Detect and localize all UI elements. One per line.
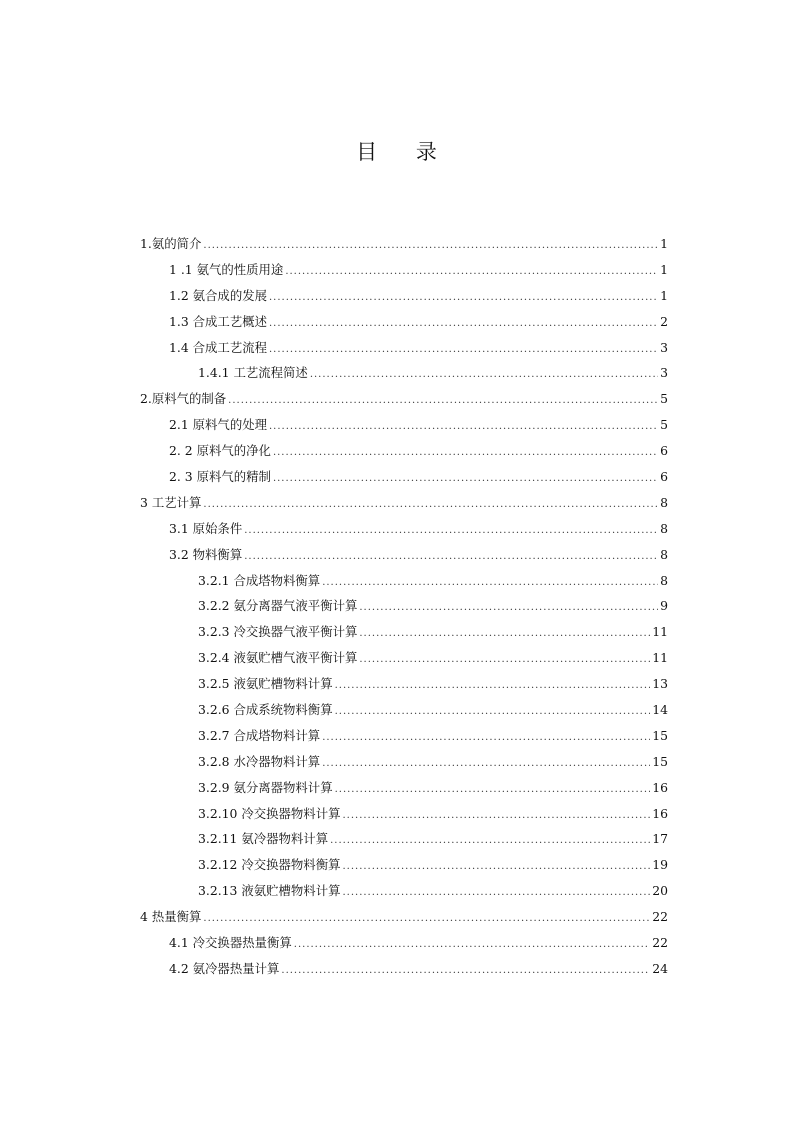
toc-entry-page: 9 bbox=[660, 598, 668, 614]
toc-entry[interactable] bbox=[140, 389, 668, 415]
toc-entry-label: 1 .1 氨气的性质用途 bbox=[169, 261, 284, 277]
toc-entry-page: 11 bbox=[652, 650, 668, 666]
toc-entry-label: 3.2.7 合成塔物料计算 bbox=[198, 727, 321, 743]
toc-leader-dots bbox=[335, 784, 651, 795]
toc-entry-page: 8 bbox=[660, 494, 668, 510]
toc-leader-dots bbox=[269, 318, 658, 329]
toc-entry[interactable] bbox=[140, 674, 668, 700]
toc-entry[interactable] bbox=[140, 907, 668, 933]
toc-entry-page: 5 bbox=[660, 391, 668, 407]
toc-entry-label: 1.氨的简介 bbox=[140, 236, 202, 251]
toc-entry-label: 3.2.3 冷交换器气液平衡计算 bbox=[198, 624, 358, 640]
toc-entry-label: 1.2 氨合成的发展 bbox=[169, 287, 267, 303]
toc-entry-label: 1.4 合成工艺流程 bbox=[169, 339, 267, 355]
toc-entry-page: 13 bbox=[652, 676, 668, 692]
toc-entry-page: 8 bbox=[660, 520, 668, 536]
toc-leader-dots bbox=[228, 395, 658, 406]
toc-leader-dots bbox=[322, 758, 650, 769]
toc-leader-dots bbox=[359, 654, 650, 665]
toc-leader-dots bbox=[203, 240, 658, 251]
toc-leader-dots bbox=[335, 680, 651, 691]
toc-entry[interactable] bbox=[140, 648, 668, 674]
toc-entry-label: 2. 2 原料气的净化 bbox=[169, 443, 271, 459]
toc-entry-label: 3.2.8 水冷器物料计算 bbox=[198, 753, 321, 769]
toc-entry-label: 3 工艺计算 bbox=[140, 494, 202, 510]
toc-entry-label: 4.1 冷交换器热量衡算 bbox=[169, 935, 292, 951]
toc-entry[interactable] bbox=[140, 571, 668, 597]
toc-leader-dots bbox=[244, 551, 658, 562]
toc-entry-page: 6 bbox=[660, 469, 668, 485]
toc-leader-dots bbox=[322, 732, 650, 743]
toc-leader-dots bbox=[342, 861, 650, 872]
toc-entry-label: 1.4.1 工艺流程简述 bbox=[198, 365, 308, 381]
toc-leader-dots bbox=[342, 810, 650, 821]
toc-leader-dots bbox=[330, 835, 650, 846]
toc-entry-label: 3.2.12 冷交换器物料衡算 bbox=[198, 857, 341, 873]
toc-entry-page: 24 bbox=[652, 960, 668, 976]
toc-entry[interactable] bbox=[140, 778, 668, 804]
toc-leader-dots bbox=[335, 706, 651, 717]
toc-entry-label: 2.原料气的制备 bbox=[140, 391, 227, 407]
toc-entry-page: 2 bbox=[660, 313, 668, 329]
toc-entry[interactable] bbox=[140, 467, 668, 493]
toc-entry-page: 22 bbox=[652, 909, 668, 925]
toc-entry-label: 4.2 氨冷器热量计算 bbox=[169, 960, 280, 976]
toc-entry-page: 15 bbox=[652, 753, 668, 769]
toc-entry[interactable] bbox=[140, 622, 668, 648]
table-of-contents bbox=[140, 234, 668, 985]
toc-leader-dots bbox=[203, 499, 658, 510]
toc-entry-label: 3.2.5 液氨贮槽物料计算 bbox=[198, 676, 333, 692]
toc-leader-dots bbox=[359, 602, 658, 613]
toc-entry-page: 15 bbox=[652, 727, 668, 743]
toc-entry-label: 1.3 合成工艺概述 bbox=[169, 313, 267, 329]
toc-entry-label: 3.2.9 氨分离器物料计算 bbox=[198, 779, 333, 795]
toc-leader-dots bbox=[269, 344, 658, 355]
toc-entry-page: 16 bbox=[652, 805, 668, 821]
toc-leader-dots bbox=[285, 266, 658, 277]
toc-entry[interactable] bbox=[140, 286, 668, 312]
toc-entry[interactable] bbox=[140, 363, 668, 389]
toc-entry[interactable] bbox=[140, 260, 668, 286]
toc-entry-page: 5 bbox=[660, 417, 668, 433]
toc-entry-page: 3 bbox=[660, 339, 668, 355]
toc-entry-label: 3.2 物料衡算 bbox=[169, 546, 243, 562]
toc-entry-label: 3.1 原始条件 bbox=[169, 520, 243, 536]
toc-entry[interactable] bbox=[140, 312, 668, 338]
toc-entry[interactable] bbox=[140, 933, 668, 959]
toc-leader-dots bbox=[294, 939, 650, 950]
toc-entry-label: 3.2.6 合成系统物料衡算 bbox=[198, 702, 333, 718]
toc-leader-dots bbox=[269, 292, 658, 303]
toc-entry[interactable] bbox=[140, 415, 668, 441]
page-title: 目 录 bbox=[356, 140, 453, 164]
toc-entry[interactable] bbox=[140, 829, 668, 855]
toc-entry[interactable] bbox=[140, 234, 668, 260]
toc-entry-page: 8 bbox=[660, 572, 668, 588]
toc-entry[interactable] bbox=[140, 804, 668, 830]
toc-entry[interactable] bbox=[140, 726, 668, 752]
toc-entry-label: 2.1 原料气的处理 bbox=[169, 417, 267, 433]
toc-entry-label: 3.2.11 氨冷器物料计算 bbox=[198, 831, 329, 847]
toc-leader-dots bbox=[269, 421, 658, 432]
toc-entry[interactable] bbox=[140, 338, 668, 364]
toc-entry[interactable] bbox=[140, 545, 668, 571]
toc-entry[interactable] bbox=[140, 881, 668, 907]
toc-entry-label: 3.2.13 液氨贮槽物料计算 bbox=[198, 883, 341, 899]
toc-entry-page: 11 bbox=[652, 624, 668, 640]
toc-entry-label: 3.2.10 冷交换器物料计算 bbox=[198, 805, 341, 821]
toc-entry-page: 19 bbox=[652, 857, 668, 873]
toc-leader-dots bbox=[322, 577, 658, 588]
toc-entry[interactable] bbox=[140, 752, 668, 778]
toc-entry-label: 3.2.4 液氨贮槽气液平衡计算 bbox=[198, 650, 358, 666]
toc-entry-label: 4 热量衡算 bbox=[140, 909, 202, 925]
toc-entry-page: 17 bbox=[652, 831, 668, 847]
toc-entry-page: 1 bbox=[660, 261, 668, 277]
toc-leader-dots bbox=[281, 965, 650, 976]
toc-entry[interactable] bbox=[140, 519, 668, 545]
toc-entry-page: 8 bbox=[660, 546, 668, 562]
toc-leader-dots bbox=[244, 525, 658, 536]
toc-leader-dots bbox=[273, 473, 658, 484]
toc-entry-page: 14 bbox=[652, 702, 668, 718]
toc-entry[interactable] bbox=[140, 441, 668, 467]
toc-entry[interactable] bbox=[140, 959, 668, 985]
toc-leader-dots bbox=[203, 913, 650, 924]
toc-entry-page: 16 bbox=[652, 779, 668, 795]
toc-entry[interactable] bbox=[140, 596, 668, 622]
toc-entry-page: 1 bbox=[660, 287, 668, 303]
toc-leader-dots bbox=[310, 369, 658, 380]
toc-entry-label: 3.2.2 氨分离器气液平衡计算 bbox=[198, 598, 358, 614]
toc-entry[interactable] bbox=[140, 493, 668, 519]
toc-entry[interactable] bbox=[140, 855, 668, 881]
toc-entry-page: 22 bbox=[652, 935, 668, 951]
toc-leader-dots bbox=[273, 447, 658, 458]
toc-entry-page: 20 bbox=[652, 883, 668, 899]
toc-entry-page: 1 bbox=[660, 236, 668, 251]
toc-entry[interactable] bbox=[140, 700, 668, 726]
toc-leader-dots bbox=[342, 887, 650, 898]
toc-leader-dots bbox=[359, 628, 650, 639]
toc-entry-page: 3 bbox=[660, 365, 668, 381]
toc-entry-page: 6 bbox=[660, 443, 668, 459]
toc-entry-label: 2. 3 原料气的精制 bbox=[169, 469, 271, 485]
toc-entry-label: 3.2.1 合成塔物料衡算 bbox=[198, 572, 321, 588]
